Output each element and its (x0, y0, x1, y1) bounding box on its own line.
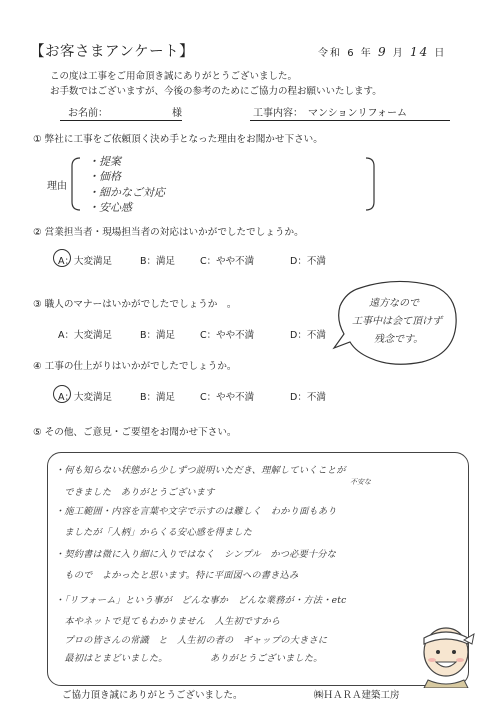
comment-line-10: 最初はとまどいました。 ありがとうございました。 (55, 653, 323, 664)
work-underline (250, 120, 450, 121)
q1-question: ① 弊社に工事をご依頼頂く決め手となった理由をお聞かせ下さい。 (33, 134, 323, 145)
date-day: 14 (409, 45, 430, 59)
q4-option-a: A：大変満足 (58, 392, 112, 403)
q5-question: ⑤ その他、ご意見・ご要望をお聞かせ下さい。 (33, 427, 237, 438)
q2-option-c: C：やや不満 (200, 256, 255, 267)
q3-option-a: A：大変満足 (58, 330, 112, 341)
intro-line-2: お手数ではございますが、今後の参考のためにご協力の程お願いいたします。 (50, 86, 382, 97)
name-underline (60, 120, 182, 121)
comment-line-3: ・施工範囲・内容を言葉や文字で示すのは難しく わかり面もあり (55, 506, 337, 517)
q3-question: ③ 職人のマナーはいかがでしたでしょうか 。 (33, 299, 237, 310)
date-year: 6 (347, 48, 356, 59)
work-value: マンションリフォーム (308, 108, 408, 119)
work-label: 工事内容： (253, 108, 303, 119)
q2-option-b: B：満足 (140, 256, 176, 267)
q4-option-b: B：満足 (140, 392, 176, 403)
comment-line-5: ・契約書は微に入り細に入りではなく シンプル かつ必要十分な (55, 549, 337, 560)
name-label: お名前： (68, 108, 108, 119)
footer-company: ㈱ＨＡＲＡ建築工房 (314, 690, 400, 701)
q3-option-d: D：不満 (290, 330, 326, 341)
q4-selected-circle (53, 385, 71, 403)
q4-option-d: D：不満 (290, 392, 326, 403)
q3-option-c: C：やや不満 (200, 330, 255, 341)
date-year-unit: 年 (360, 48, 373, 59)
q2-option-d: D：不満 (290, 256, 326, 267)
q1-answer-3: ・細かなご対応 (88, 186, 165, 199)
comment-insert: 不安な (350, 478, 371, 486)
q4-question: ④ 工事の仕上がりはいかがでしたでしょうか。 (33, 361, 237, 372)
q4-option-c: C：やや不満 (200, 392, 255, 403)
carpenter-mascot-icon (414, 612, 478, 688)
q3-option-b: B：満足 (140, 330, 176, 341)
page-title: 【お客さまアンケート】 (30, 44, 195, 60)
q2-option-a: A：大変満足 (58, 256, 112, 267)
q1-answer-4: ・安心感 (88, 201, 132, 214)
q2-selected-circle (53, 249, 71, 267)
note-line-2: 工事中は会て頂けず (352, 316, 442, 327)
comment-line-1: ・何も知らない状態から少しずつ説明いただき、理解していくことが (55, 465, 346, 476)
q1-reason-label: 理由 (47, 181, 67, 192)
footer-thanks: ご協力頂き誠にありがとうございました。 (62, 690, 243, 701)
date-era: 令和 (318, 48, 342, 59)
q1-answer-1: ・提案 (88, 155, 121, 168)
honorific: 様 (172, 108, 182, 119)
date-month: 9 (377, 45, 388, 59)
left-bracket (68, 156, 82, 212)
right-bracket (364, 156, 378, 212)
date-month-unit: 月 (392, 48, 405, 59)
note-line-3: 残念です。 (374, 334, 424, 345)
comment-line-2: できました ありがとうございます (55, 487, 215, 498)
comment-line-9: プロの皆さんの常識 と 人生初の者の ギャップの大きさに (55, 635, 328, 646)
date-day-unit: 日 (434, 48, 447, 59)
q2-question: ② 営業担当者・現場担当者の対応はいかがでしたでしょうか。 (33, 227, 304, 238)
note-line-1: 遠方なので (369, 298, 419, 309)
comment-line-8: 本やネットで見てもわかりません 人生初ですから (55, 616, 281, 627)
comment-line-4: ましたが「人柄」からくる安心感を得ました (55, 527, 253, 538)
comment-line-6: もので よかったと思います。特に平面図への書き込み (55, 570, 299, 581)
survey-date (318, 44, 446, 59)
intro-line-1: この度は工事をご用命頂き誠にありがとうございました。 (50, 71, 298, 82)
comment-line-7: ・「リフォーム」という事が どんな事か どんな業務が・方法・etc (55, 595, 347, 606)
q1-answer-2: ・価格 (88, 170, 121, 183)
